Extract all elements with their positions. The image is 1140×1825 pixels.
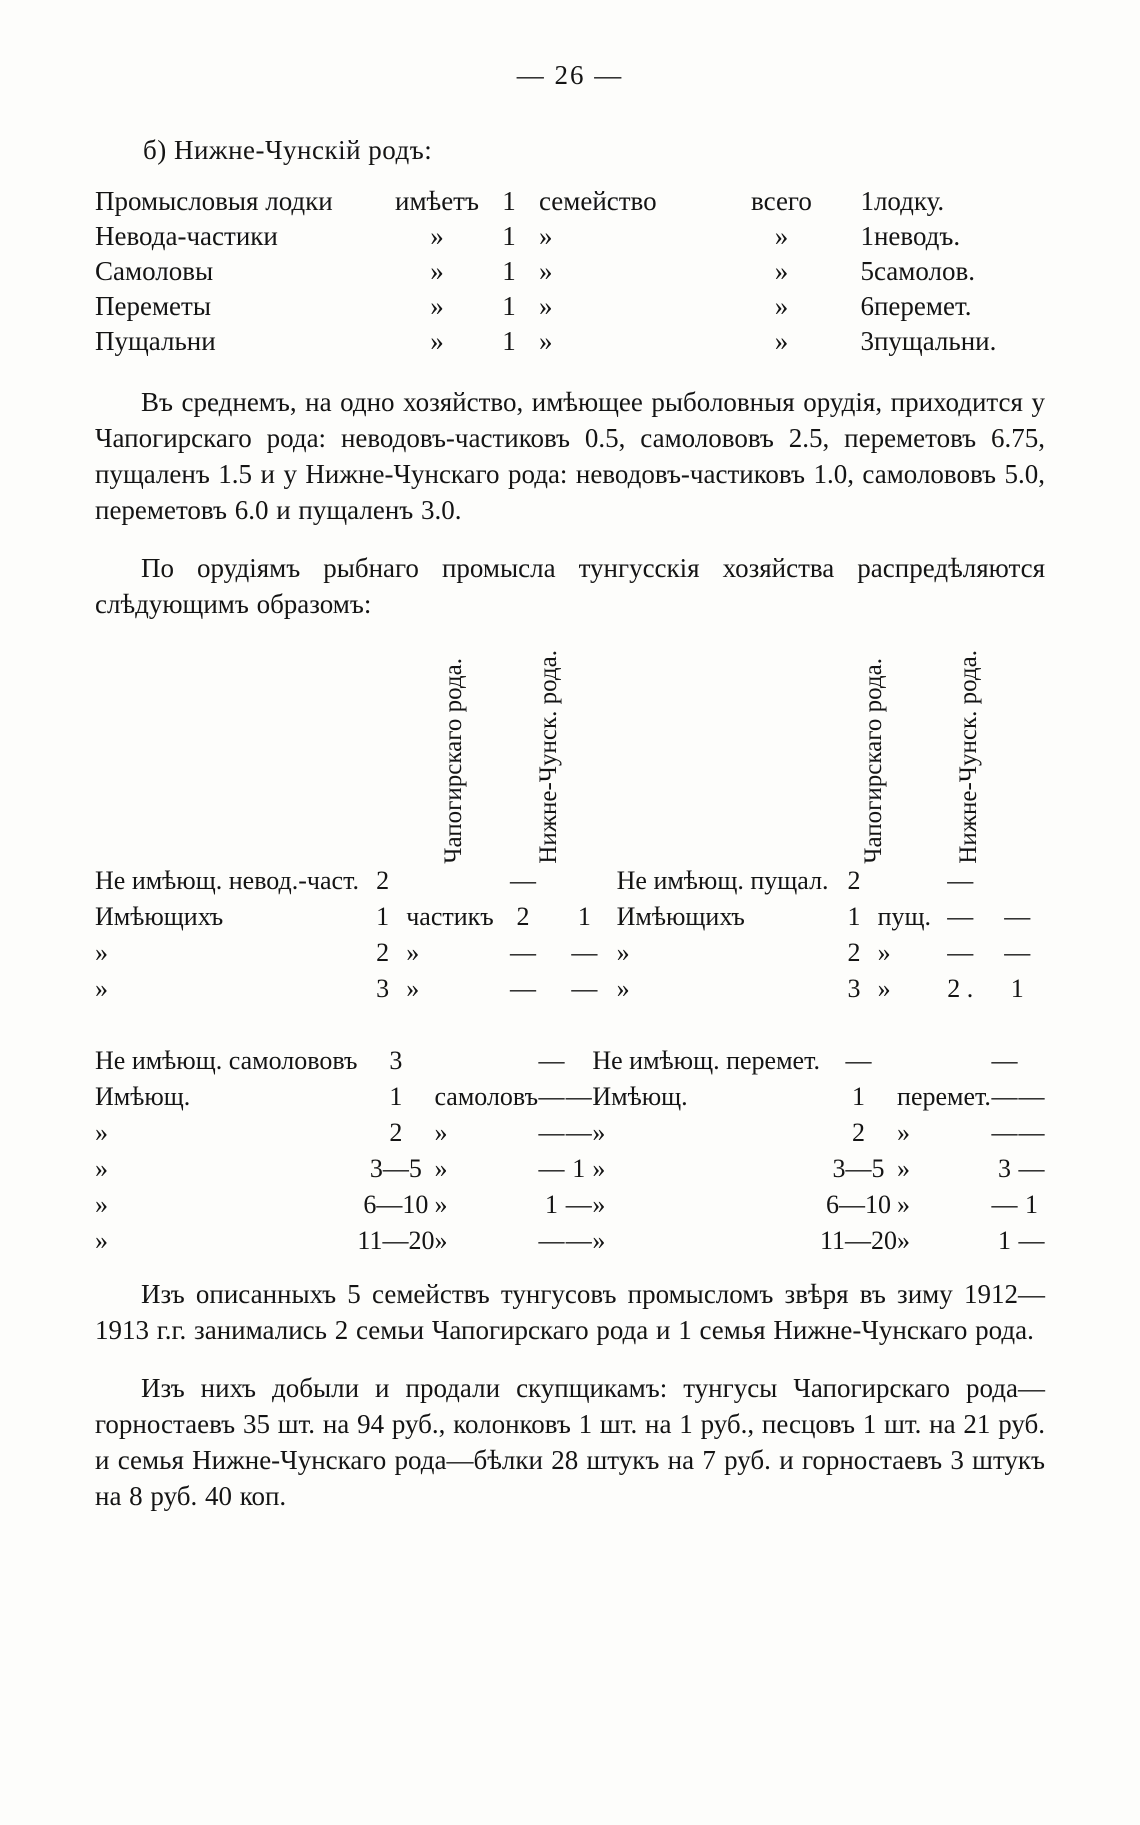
table-row: [95, 971, 1045, 1007]
cell-chapogir: 2: [516, 902, 530, 932]
row-label-2: Имѣющихъ: [616, 902, 745, 932]
inventory-verb: имѣетъ: [395, 186, 479, 216]
cell-chapogir-2: —: [991, 1046, 1018, 1076]
table-row: [95, 1151, 1045, 1187]
column-header-nizhne-chunsk-2: Нижне-Чунск. рода.: [955, 649, 982, 864]
section-heading: б) Нижне-Чунскій родъ:: [143, 135, 433, 165]
cell-nizhne: —: [565, 1082, 592, 1112]
inventory-count2: 1: [860, 186, 874, 216]
inventory-word: »: [538, 256, 553, 286]
cell-chapogir: —: [538, 1046, 565, 1076]
inventory-word: »: [538, 221, 553, 251]
row-label: »: [95, 1226, 108, 1256]
paragraph-averages: Въ среднемъ, на одно хозяйство, имѣющее рыболовныя орудія, приходится у Чапогирскаго рода: неводовъ-частиковъ 0.5, самолововъ 2.5, переметовъ 6.75, пущаленъ 1.5 и у Нижне-Чунскаго рода: неводовъ-частиковъ 1.0, самолововъ 5.0, переметовъ 6.0 и пущаленъ 3.0.: [95, 387, 1045, 525]
cell-chapogir-2: —: [991, 1082, 1018, 1112]
row-label: »: [95, 1190, 108, 1220]
row-label-2: »: [616, 974, 630, 1004]
inventory-count2: 1: [860, 221, 874, 251]
cell-nizhne: —: [565, 1226, 592, 1256]
inventory-count2: 3: [860, 326, 874, 356]
row-tail-2: пущ.: [877, 902, 932, 932]
row-tail-2: [897, 1043, 991, 1079]
inventory-unit: неводъ.: [873, 221, 961, 251]
inventory-unit: самолов.: [873, 256, 975, 286]
row-tail-2: »: [897, 1190, 911, 1220]
row-tail: »: [434, 1154, 448, 1184]
cell-nizhne: —: [571, 974, 598, 1004]
inventory-count1: 1: [502, 186, 516, 216]
row-label-2: »: [592, 1154, 606, 1184]
row-tail: »: [434, 1118, 448, 1148]
row-number-2: 3—5: [832, 1154, 885, 1184]
row-tail: [434, 1043, 538, 1079]
cell-chapogir: —: [538, 1118, 565, 1148]
row-number-2: 6—10: [826, 1190, 891, 1220]
inventory-label: Самоловы: [95, 256, 214, 286]
row-tail: самоловъ: [434, 1082, 539, 1112]
table-row: [95, 1187, 1045, 1223]
inventory-word: семейство: [538, 186, 657, 216]
row-number: 3—5: [369, 1154, 422, 1184]
inventory-label: Переметы: [95, 291, 211, 321]
cell-chapogir: —: [509, 938, 536, 968]
row-label: Имѣющ.: [95, 1082, 191, 1112]
paragraph-sales: Изъ нихъ добыли и продали скупщикамъ: тунгусы Чапогирскаго рода—горностаевъ 35 шт. на 94 руб., колонковъ 1 шт. на 1 руб., песцовъ 1 шт. на 21 руб. и семья Нижне-Чунскаго рода—бѣлки 28 штукъ на 7 руб. и горностаевъ 3 штукъ на 8 руб. 40 коп.: [95, 1373, 1045, 1511]
inventory-count2: 5: [860, 256, 874, 286]
row-label: »: [95, 1118, 108, 1148]
cell-nizhne-2: —: [1018, 1118, 1045, 1148]
inventory-total-word: всего: [751, 186, 812, 216]
cell-chapogir: —: [538, 1154, 565, 1184]
row-tail-2: »: [877, 938, 891, 968]
cell-nizhne-2: 1: [1025, 1190, 1038, 1220]
row-label-2: Не имѣющ. перемет.: [592, 1046, 820, 1076]
row-label-2: Имѣющ.: [592, 1082, 688, 1112]
cell-nizhne: —: [565, 1118, 592, 1148]
row-number-2: 2: [847, 938, 861, 968]
cell-chapogir: —: [538, 1226, 565, 1256]
row-number-2: —: [845, 1046, 872, 1076]
row-tail-2: »: [897, 1226, 911, 1256]
page-number: — 26 —: [516, 60, 624, 90]
inventory-label: Промысловыя лодки: [95, 186, 333, 216]
row-number-2: 2: [852, 1118, 865, 1148]
inventory-count1: 1: [502, 256, 516, 286]
table-row: [95, 863, 1045, 899]
inventory-verb: »: [430, 221, 444, 251]
cell-chapogir-2: —: [991, 1190, 1018, 1220]
inventory-unit: лодку.: [873, 186, 945, 216]
row-number-2: 3: [847, 974, 861, 1004]
cell-chapogir: —: [509, 866, 536, 896]
cell-nizhne: [552, 863, 616, 899]
cell-nizhne-2: —: [1018, 1082, 1045, 1112]
row-tail-2: перемет.: [897, 1082, 991, 1112]
cell-chapogir-2: —: [991, 1118, 1018, 1148]
row-number-2: 1: [847, 902, 861, 932]
row-number: 2: [376, 938, 390, 968]
row-tail-2: [878, 863, 931, 899]
table-row: [95, 1043, 1045, 1079]
row-number-2: 1: [852, 1082, 865, 1112]
cell-chapogir-2: —: [947, 902, 974, 932]
table-row: [95, 1223, 1045, 1259]
row-label: Не имѣющ. самолововъ: [95, 1046, 358, 1076]
row-tail: [406, 863, 494, 899]
row-tail-2: »: [897, 1154, 911, 1184]
row-label-2: »: [592, 1118, 606, 1148]
column-header-chapogir-2: Чапогирскаго рода.: [860, 657, 887, 864]
inventory-total-word: »: [774, 256, 789, 286]
inventory-word: »: [538, 291, 553, 321]
row-number: 2: [376, 866, 390, 896]
row-tail-2: »: [877, 974, 891, 1004]
row-tail: »: [406, 938, 420, 968]
table-row: [95, 219, 996, 254]
inventory-verb: »: [430, 256, 444, 286]
table-row: [95, 899, 1045, 935]
row-label: »: [95, 974, 108, 1004]
row-number: 6—10: [363, 1190, 429, 1220]
table-row: [95, 184, 996, 219]
row-label: »: [95, 938, 108, 968]
inventory-total-word: »: [774, 221, 789, 251]
cell-nizhne: [565, 1043, 592, 1079]
row-tail-2: »: [897, 1118, 911, 1148]
row-tail: »: [406, 974, 420, 1004]
inventory-label: Невода-частики: [95, 221, 278, 251]
cell-nizhne-2: —: [1004, 938, 1031, 968]
row-number: 2: [389, 1118, 403, 1148]
cell-nizhne: 1: [572, 1154, 586, 1184]
row-number: 11—20: [357, 1226, 435, 1256]
cell-nizhne-2: —: [1004, 902, 1031, 932]
closing-paragraphs: [95, 1277, 1045, 1514]
row-label-2: »: [616, 938, 630, 968]
row-label-2: »: [592, 1226, 606, 1256]
cell-chapogir: 1: [545, 1190, 559, 1220]
inventory-count1: 1: [502, 326, 516, 356]
cell-nizhne-2: 1: [1010, 974, 1024, 1004]
cell-chapogir: —: [509, 974, 536, 1004]
cell-chapogir-2: 3: [997, 1154, 1011, 1184]
paragraph-hunting-families: Изъ описанныхъ 5 семействъ тунгусовъ промысломъ звѣря въ зиму 1912—1913 г.г. занимались 2 семьи Чапогирскаго рода и 1 семья Нижне-Чунскаго рода.: [95, 1279, 1045, 1346]
cell-nizhne: —: [571, 938, 598, 968]
table-row: [95, 1115, 1045, 1151]
page-content: [95, 60, 1045, 1537]
inventory-count2: 6: [860, 291, 874, 321]
inventory-total-word: »: [774, 291, 789, 321]
table-row: [95, 254, 996, 289]
row-label-2: »: [592, 1190, 606, 1220]
inventory-count1: 1: [502, 291, 516, 321]
inventory-verb: »: [430, 291, 444, 321]
inventory-unit: пущальни.: [873, 326, 997, 356]
row-label: »: [95, 1154, 108, 1184]
row-label: Не имѣющ. невод.-част.: [95, 866, 359, 896]
row-number-2: 2: [847, 866, 861, 896]
table-row: [95, 1079, 1045, 1115]
cell-nizhne: 1: [577, 902, 591, 932]
row-tail: »: [434, 1226, 448, 1256]
row-number-2: 11—20: [819, 1226, 898, 1256]
row-tail: »: [434, 1190, 448, 1220]
row-number: 3: [389, 1046, 403, 1076]
inventory-count1: 1: [502, 221, 516, 251]
row-tail: частикъ: [406, 902, 494, 932]
distribution-table-block1: [95, 863, 1045, 1007]
inventory-table: [95, 184, 996, 359]
column-header-chapogir-1: Чапогирскаго рода.: [440, 657, 467, 864]
table-row: [95, 289, 996, 324]
table-column-headers: [95, 638, 1045, 863]
column-header-nizhne-chunsk-1: Нижне-Чунск. рода.: [535, 649, 562, 864]
cell-nizhne-2: [990, 863, 1046, 899]
cell-nizhne-2: —: [1018, 1154, 1045, 1184]
cell-chapogir-2: —: [947, 938, 974, 968]
distribution-table-block2: [95, 1043, 1045, 1259]
table-row: [95, 324, 996, 359]
row-number: 1: [376, 902, 390, 932]
row-number: 3: [376, 974, 390, 1004]
cell-nizhne-2: [1018, 1043, 1045, 1079]
cell-chapogir: —: [538, 1082, 565, 1112]
inventory-verb: »: [430, 326, 444, 356]
cell-chapogir-2: 1: [997, 1226, 1011, 1256]
cell-nizhne-2: —: [1018, 1226, 1045, 1256]
table-block-divider: [95, 1017, 1045, 1043]
inventory-word: »: [538, 326, 553, 356]
inventory-unit: перемет.: [873, 291, 972, 321]
paragraph-distribution-intro: По орудіямъ рыбнаго промысла тунгусскія хозяйства распредѣляются слѣдующимъ образомъ:: [95, 552, 1045, 619]
inventory-label: Пущальни: [95, 326, 216, 356]
row-label-2: Не имѣющ. пущал.: [616, 866, 829, 896]
inventory-total-word: »: [774, 326, 789, 356]
cell-chapogir-2: 2 .: [947, 974, 974, 1004]
row-number: 1: [389, 1082, 403, 1112]
cell-chapogir-2: —: [947, 866, 974, 896]
row-label: Имѣющихъ: [95, 902, 224, 932]
table-row: [95, 935, 1045, 971]
cell-nizhne: —: [565, 1190, 592, 1220]
